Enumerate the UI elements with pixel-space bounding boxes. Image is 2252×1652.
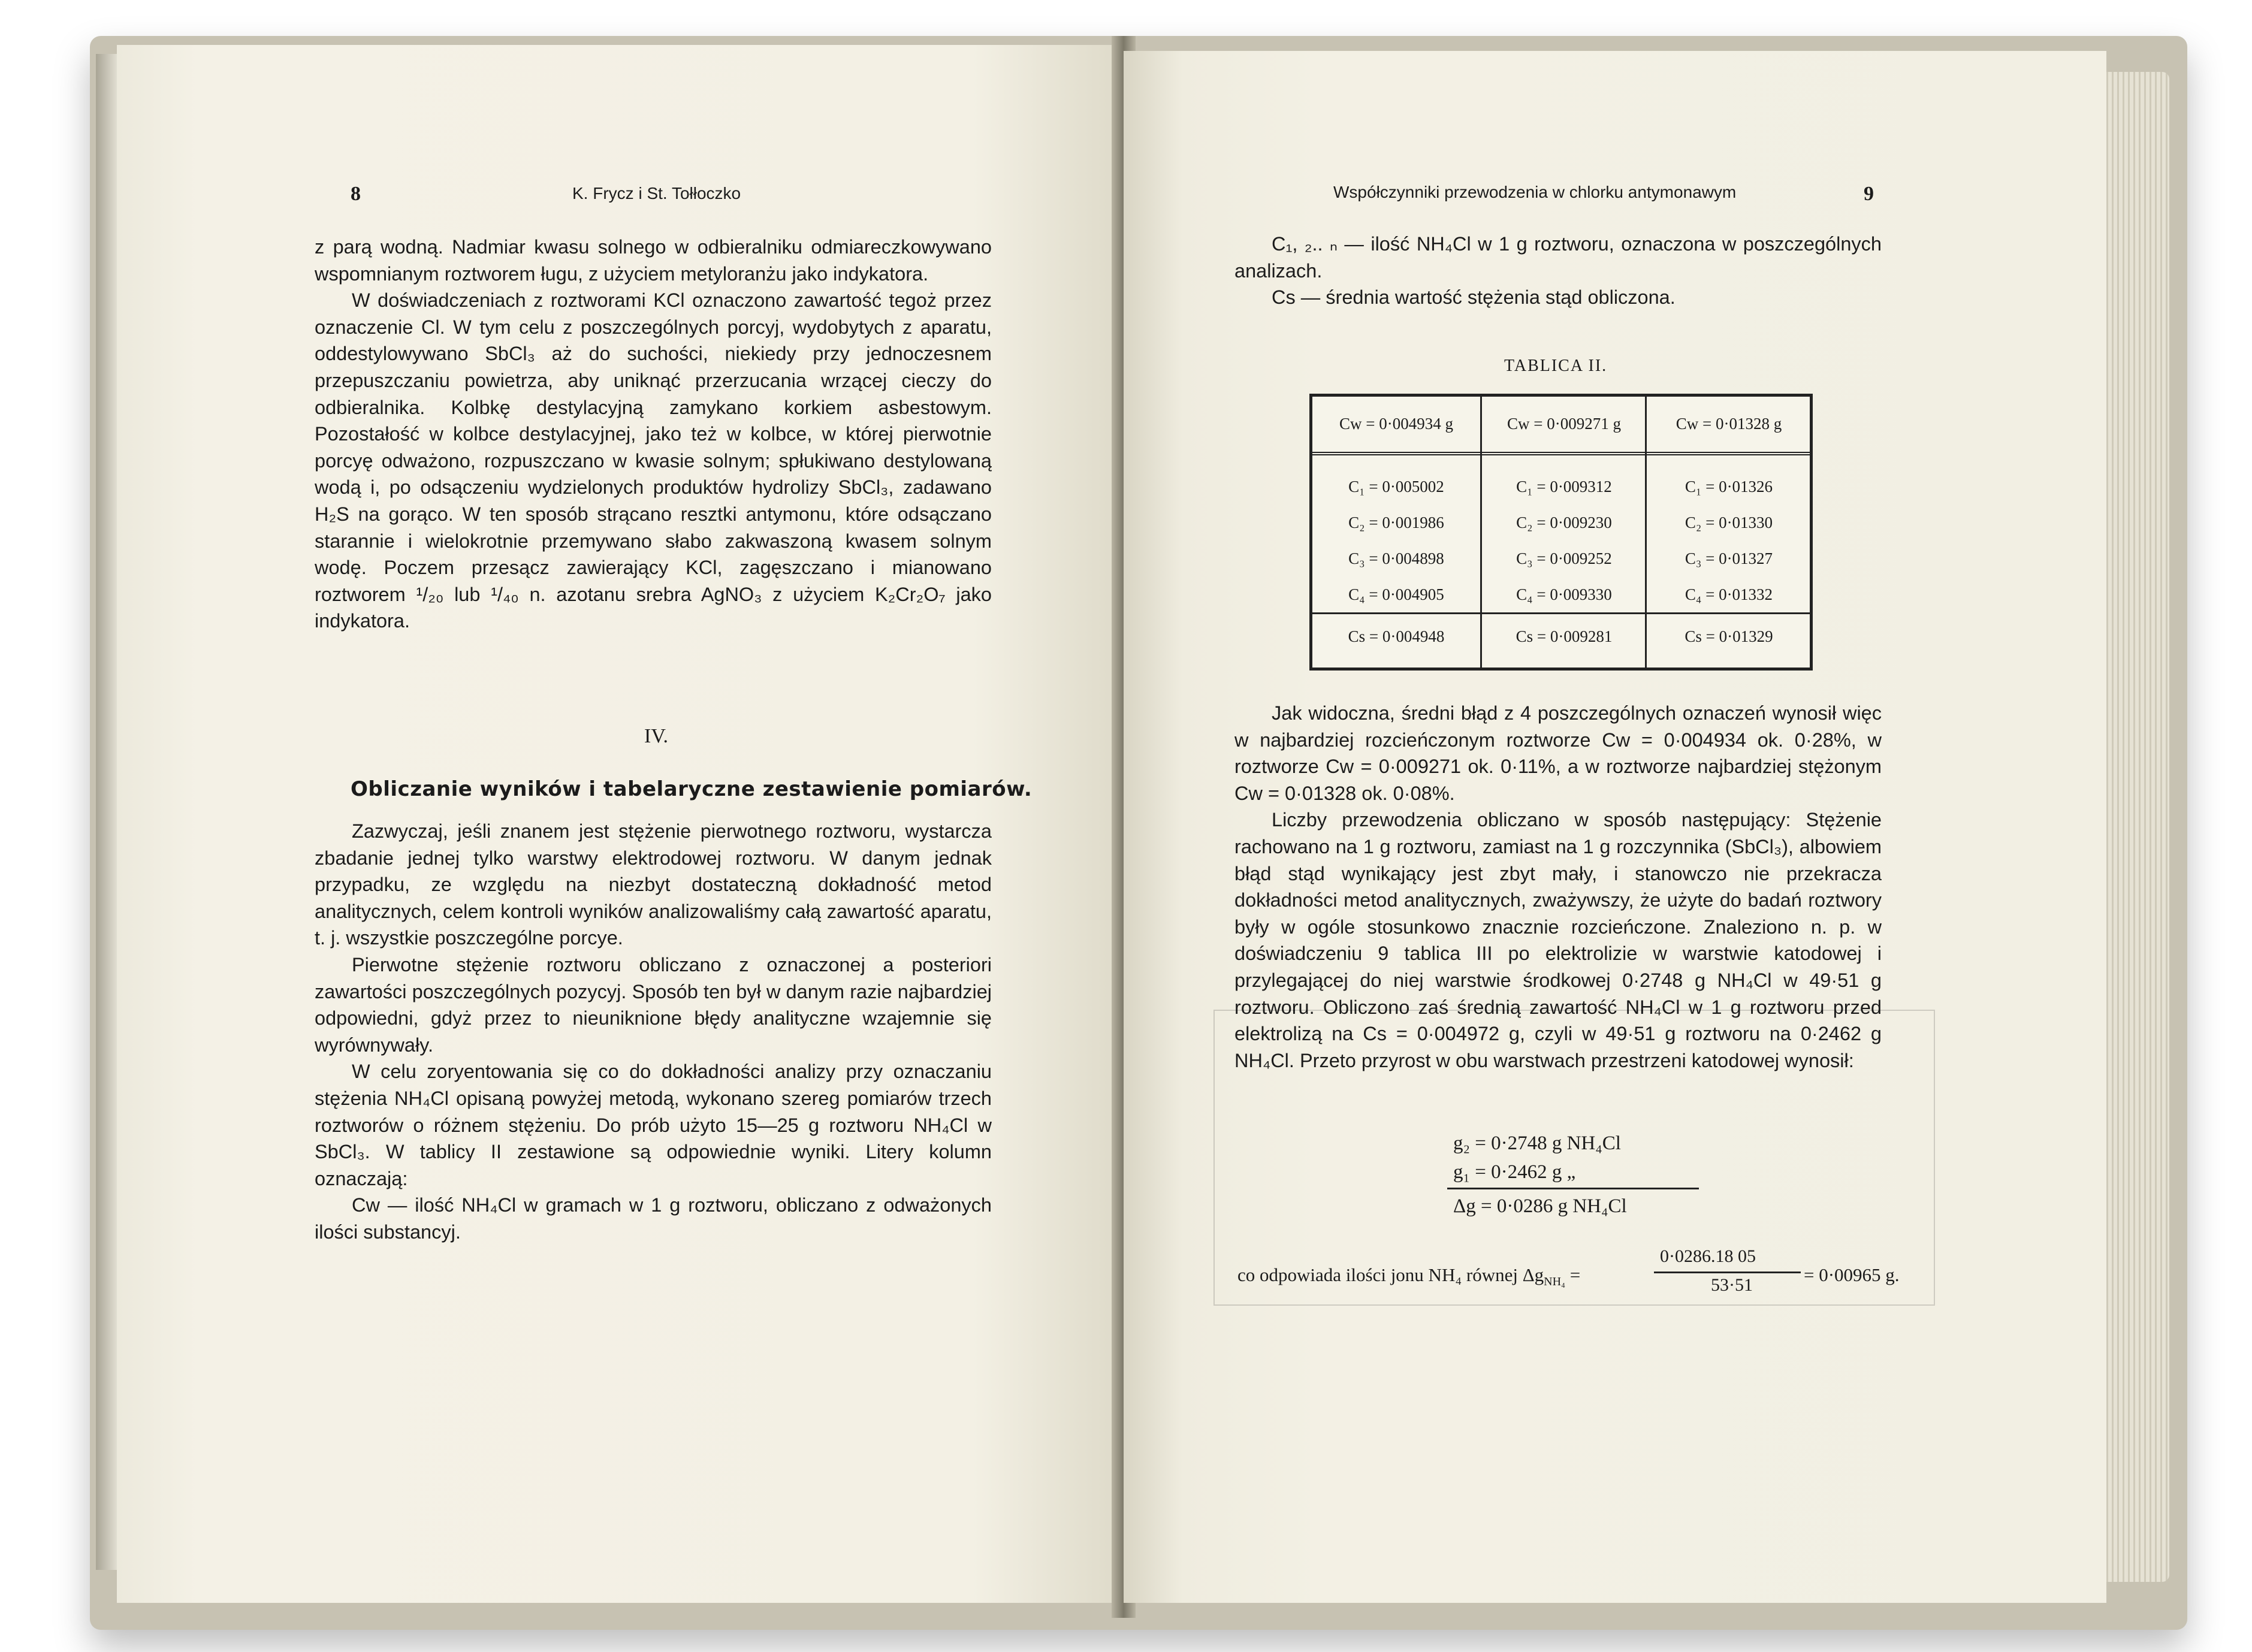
table-header: Cw = 0·009271 g <box>1507 415 1621 433</box>
pasted-slip-frame <box>1213 1010 1935 1306</box>
table-cell: C₁ = 0·005002 <box>1348 478 1444 496</box>
result-value: = 0·00965 g. <box>1804 1264 1900 1285</box>
equals-sign: = <box>1565 1264 1581 1285</box>
page-edge-left <box>96 54 120 1570</box>
fraction-bar <box>1654 1272 1801 1273</box>
definitions <box>1234 231 1882 311</box>
results-table <box>1309 394 1813 671</box>
table-cell: C₂ = 0·01330 <box>1685 514 1773 531</box>
definition: Cs — średnia wartość stężenia stąd obliczona. <box>1272 286 1676 309</box>
formula-line-1: g₂ = 0·2748 g NH₄Cl <box>1453 1132 1621 1154</box>
result-prefix <box>1237 1264 1580 1289</box>
left-text-block-2 <box>315 818 992 1246</box>
table-cell: C₃ = 0·004898 <box>1348 549 1444 567</box>
paragraph: Pierwotne stężenie roztworu obliczano z oznaczonej a posteriori zawartości poszczególnych pozycyj. Sposób ten był w danym razie najbardziej odpowiedni, gdyż przez to nieuniknione błędy analityczne wzajemnie się wyrównywały. <box>315 953 992 1056</box>
table-cell: C₄ = 0·01332 <box>1685 585 1773 603</box>
table-cell: C₄ = 0·004905 <box>1348 585 1444 603</box>
left-text-block-1 <box>315 234 992 635</box>
right-running-head: Współczynniki przewodzenia w chlorku antymonawym <box>1333 183 1737 201</box>
page-edge-right <box>2097 72 2169 1582</box>
table-mean-cell: Cs = 0·01329 <box>1685 627 1773 645</box>
fraction-numerator: 0·0286.18 05 <box>1660 1246 1756 1266</box>
paragraph: z parą wodną. Nadmiar kwasu solnego w odbieralniku odmiareczkowywano wspomnianym roztworem ługu, z użyciem metyloranżu jako indykatora. <box>315 236 992 285</box>
paragraph: Jak widoczna, średni błąd z 4 poszczególnych oznaczeń wynosił więc w najbardziej rozcieńczonym roztworze Cw = 0·004934 ok. 0·28%, w roztworze Cw = 0·009271 ok. 0·11%, a w roztworze najbardziej stężonym Cw = 0·01328 ok. 0·08%. <box>1234 702 1882 804</box>
fraction-denominator: 53·51 <box>1711 1275 1753 1295</box>
result-subscript: NH₄ <box>1544 1275 1566 1289</box>
table-cell: C₃ = 0·009252 <box>1516 549 1612 567</box>
formula-line-3: Δg = 0·0286 g NH₄Cl <box>1453 1195 1627 1217</box>
table-cell: C₂ = 0·009230 <box>1516 514 1612 531</box>
table-caption: TABLICA II. <box>1504 357 1608 375</box>
table-cell: C₄ = 0·009330 <box>1516 585 1612 603</box>
sum-rule <box>1447 1188 1699 1189</box>
mean-divider <box>1312 612 1810 614</box>
definition: C₁, ₂.. ₙ — ilość NH₄Cl w 1 g roztworu, oznaczona w poszczególnych analizach. <box>1234 233 1882 282</box>
left-running-head: K. Frycz i St. Tołłoczko <box>572 184 741 203</box>
paragraph: Liczby przewodzenia obliczano w sposób następujący: Stężenie rachowano na 1 g roztworu, zamiast na 1 g rozczynnika (SbCl₃), albowiem błąd stąd wynikający jest zbyt mały, i stanowczo nie przekracza dokładności metod analitycznych, zważywszy, że użyte do badań roztwory były w ogóle stosunkowo znacznie rozcieńczone. Znaleziono n. p. w doświadczeniu 9 tablica III po elektrolizie w warstwie katodowej i przylegającej do niej warstwie środkowej 0·2748 g NH₄Cl w 49·51 g roztworu. Obliczono zaś średnią zawartość NH₄Cl w 1 g roztworu przed elektrolizą na Cs = 0·004972 g, czyli w 49·51 g roztworu na 0·2462 g NH₄Cl. Przeto przyrost w obu warstwach przestrzeni katodowej wynosił: <box>1234 809 1882 1071</box>
section-title: Obliczanie wyników i tabelaryczne zestawienie pomiarów. <box>351 777 1033 801</box>
paragraph: W celu zoryentowania się co do dokładności analizy przy oznaczaniu stężenia NH₄Cl opisaną powyżej metodą, wykonano szereg pomiarów trzech roztworów o różnem stężeniu. Do prób użyto 15—25 g roztworu NH₄Cl w SbCl₃. W tablicy II zestawione są odpowiednie wyniki. Litery kolumn oznaczają: <box>315 1061 992 1189</box>
result-prefix-text: co odpowiada ilości jonu NH₄ równej Δg <box>1237 1264 1544 1285</box>
table-header: Cw = 0·004934 g <box>1339 415 1453 433</box>
table-cell: C₂ = 0·001986 <box>1348 514 1444 531</box>
table-cell: C₁ = 0·009312 <box>1516 478 1612 496</box>
table-mean-cell: Cs = 0·009281 <box>1516 627 1613 645</box>
paragraph: Zazwyczaj, jeśli znanem jest stężenie pierwotnego roztworu, wystarcza zbadanie jednej tylko warstwy elektrodowej roztworu. W danym jednak przypadku, ze względu na niezbyt dostateczną dokładność metod analitycznych, celem kontroli wyników analizowaliśmy całą zawartość aparatu, t. j. wszystkie poszczególne porcye. <box>315 820 992 949</box>
paragraph: Cw — ilość NH₄Cl w gramach w 1 g roztworu, obliczano z odważonych ilości substancyj. <box>315 1194 992 1243</box>
table-mean-cell: Cs = 0·004948 <box>1348 627 1445 645</box>
table-cell: C₃ = 0·01327 <box>1685 549 1773 567</box>
formula-line-2: g₁ = 0·2462 g „ <box>1453 1161 1576 1183</box>
table-header: Cw = 0·01328 g <box>1676 415 1782 433</box>
left-page-number: 8 <box>351 183 361 205</box>
paragraph: W doświadczeniach z roztworami KCl oznaczono zawartość tegoż przez oznaczenie Cl. W tym celu z poszczególnych porcyj, wydobytych z aparatu, oddestylowywano SbCl₃ aż do suchości, niekiedy przy jednoczesnem przepuszczaniu powietrza, aby uniknąć przerzucania wrzącej cieczy do odbieralnika. Kolbkę destylacyjną zamykano korkiem asbestowym. Pozostałość w kolbce destylacyjnej, jako też w kolbce, w której pierwotnie porcyę odważono, rozpuszczano w kwasie solnym; spłukiwano destylowaną wodą i, po odsączeniu wydzielonych produktów hydrolizy SbCl₃, zadawano H₂S na gorąco. W ten sposób strącano resztki antymonu, które odsączano starannie i wielokrotnie przemywano słabo zakwaszoną kwasem solnym wodę. Poczem przesącz zawierający KCl, zagęszczano i mianowano roztworem ¹/₂₀ lub ¹/₄₀ n. azotanu srebra AgNO₃ z użyciem K₂Cr₂O₇ jako indykatora. <box>315 289 992 632</box>
right-page-number: 9 <box>1864 183 1874 205</box>
table-cell: C₁ = 0·01326 <box>1685 478 1773 496</box>
section-number: IV. <box>644 725 668 747</box>
